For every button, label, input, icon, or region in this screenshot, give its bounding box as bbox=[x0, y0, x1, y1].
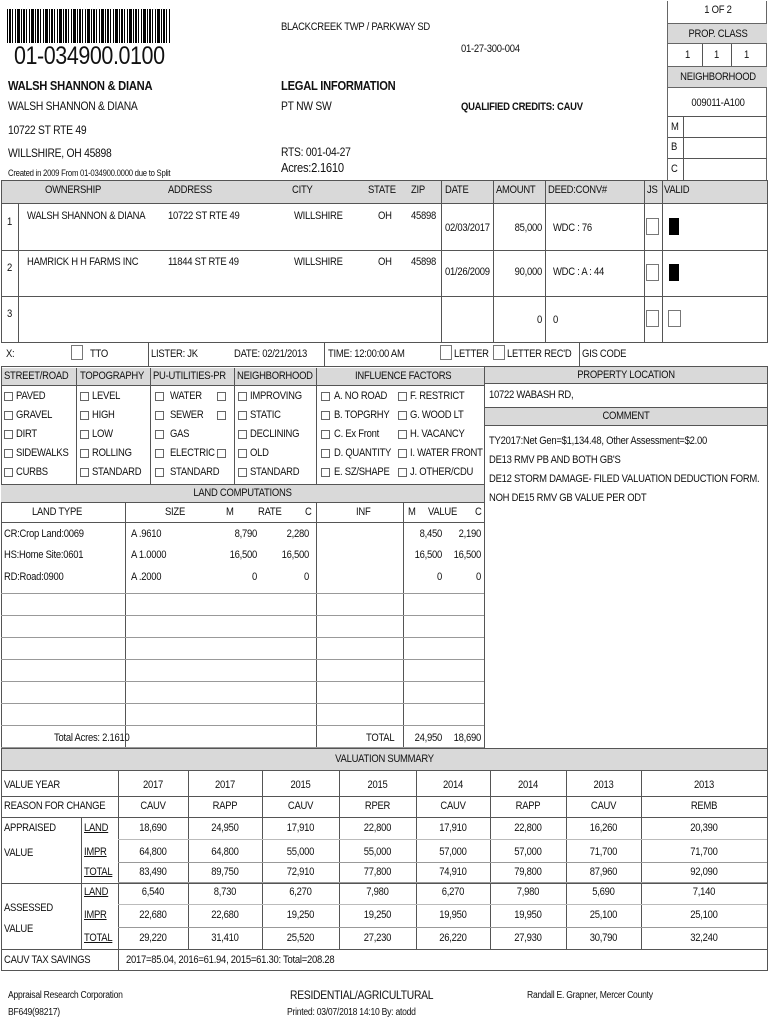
row-deed: WDC : A : 44 bbox=[553, 266, 605, 278]
topography-checkbox[interactable] bbox=[80, 449, 89, 458]
appraised-land-value: 24,950 bbox=[211, 822, 239, 834]
land-size: A 1.0000 bbox=[131, 549, 167, 561]
footer-auditor: Randall E. Grapner, Mercer County bbox=[527, 990, 653, 1001]
land-size: A .2000 bbox=[131, 571, 162, 583]
row-state: OH bbox=[378, 256, 392, 268]
appraised-land-value: 17,910 bbox=[439, 822, 467, 834]
owner-city: WILLSHIRE, OH 45898 bbox=[8, 146, 112, 160]
utility-option: GAS bbox=[170, 428, 190, 440]
influence-option: B. TOPGRHY bbox=[334, 409, 390, 421]
land-row-divider bbox=[1, 725, 484, 726]
topography-option: ROLLING bbox=[92, 447, 132, 459]
influence-checkbox[interactable] bbox=[321, 392, 330, 401]
row-city: WILLSHIRE bbox=[294, 210, 343, 222]
neighborhood-header: NEIGHBORHOOD bbox=[237, 370, 313, 382]
land-total-label: TOTAL bbox=[366, 732, 395, 744]
list-date: DATE: 02/21/2013 bbox=[234, 348, 308, 360]
row-amount: 90,000 bbox=[514, 266, 542, 278]
land-rate: 8,790 bbox=[234, 528, 257, 540]
appraised-total-value: 74,910 bbox=[439, 866, 467, 878]
prop-class-2: 1 bbox=[714, 49, 720, 61]
col-deed: DEED:CONV# bbox=[548, 184, 607, 196]
reason-for-change: RPER bbox=[364, 800, 391, 812]
acres: Acres:2.1610 bbox=[281, 160, 344, 175]
influence-checkbox[interactable] bbox=[398, 430, 407, 439]
valuation-col-divider bbox=[188, 771, 189, 949]
assessed-impr-value: 19,250 bbox=[286, 909, 315, 921]
street-road-checkbox[interactable] bbox=[4, 411, 13, 420]
comment-line: DE13 RMV PB AND BOTH GB'S bbox=[489, 454, 621, 466]
col-ownership: OWNERSHIP bbox=[45, 184, 102, 196]
letter-label: LETTER bbox=[454, 348, 489, 360]
assessed-impr-value: 19,950 bbox=[439, 909, 467, 921]
reason-for-change: CAUV bbox=[590, 800, 617, 812]
assessed-impr-value: 19,950 bbox=[514, 909, 542, 921]
influence-checkbox[interactable] bbox=[398, 392, 407, 401]
assessed-total-value: 27,930 bbox=[514, 932, 542, 944]
parcel-number: 01-034900.0100 bbox=[14, 42, 165, 70]
total-acres: Total Acres: 2.1610 bbox=[54, 732, 130, 744]
valuation-subrow-divider bbox=[118, 927, 767, 928]
row-label: TOTAL bbox=[84, 932, 113, 944]
appraised-impr-value: 57,000 bbox=[514, 846, 542, 858]
utility-option: ELECTRIC bbox=[170, 447, 215, 459]
assessed-total-value: 26,220 bbox=[439, 932, 467, 944]
appraised-land-value: 20,390 bbox=[690, 822, 718, 834]
appraised-land-value: 22,800 bbox=[363, 822, 392, 834]
js-checkbox[interactable] bbox=[646, 218, 659, 235]
influence-option: F. RESTRICT bbox=[410, 390, 465, 402]
valuation-col-divider bbox=[118, 771, 119, 949]
value-year: 2013 bbox=[693, 779, 715, 791]
land-row-divider bbox=[1, 703, 484, 704]
row-zip: 45898 bbox=[411, 210, 437, 222]
street-road-checkbox[interactable] bbox=[4, 449, 13, 458]
influence-option: J. OTHER/CDU bbox=[410, 466, 474, 478]
assessed-land-value: 7,980 bbox=[516, 886, 540, 898]
row-date: 02/03/2017 bbox=[445, 222, 490, 234]
footer-printed: Printed: 03/07/2018 14:10 By: atodd bbox=[287, 1007, 416, 1018]
row-label: IMPR bbox=[84, 846, 107, 858]
col-amount: AMOUNT bbox=[496, 184, 536, 196]
owner-heading: WALSH SHANNON & DIANA bbox=[8, 78, 153, 93]
valuation-subrow-divider bbox=[118, 904, 767, 905]
assessed-impr-value: 22,680 bbox=[139, 909, 167, 921]
size-header: SIZE bbox=[165, 506, 185, 518]
street-road-checkbox[interactable] bbox=[4, 392, 13, 401]
reason-for-change: CAUV bbox=[140, 800, 166, 812]
neighborhood-checkbox[interactable] bbox=[238, 430, 247, 439]
street-road-option: CURBS bbox=[16, 466, 48, 478]
valuation-subrow-divider bbox=[118, 839, 767, 840]
list-time: TIME: 12:00:00 AM bbox=[328, 348, 405, 360]
col-state: STATE bbox=[368, 184, 396, 196]
row-label: LAND bbox=[84, 886, 109, 898]
comment-line: DE12 STORM DAMAGE- FILED VALUATION DEDUCTION FORM. bbox=[489, 473, 760, 485]
assessed-land-value: 6,270 bbox=[289, 886, 312, 898]
row-owner: WALSH SHANNON & DIANA bbox=[27, 210, 146, 222]
land-type: HS:Home Site:0601 bbox=[4, 549, 84, 561]
comment-line: NOH DE15 RMV GB VALUE PER ODT bbox=[489, 492, 647, 504]
land-type-header: LAND TYPE bbox=[32, 506, 83, 518]
row-label: TOTAL bbox=[84, 866, 113, 878]
land-value-c: 0 bbox=[475, 571, 481, 583]
row-owner: HAMRICK H H FARMS INC bbox=[27, 256, 139, 268]
land-rate-c: 0 bbox=[303, 571, 309, 583]
neighborhood-checkbox[interactable] bbox=[238, 392, 247, 401]
land-row-divider bbox=[1, 659, 484, 660]
topography-option: LEVEL bbox=[92, 390, 121, 402]
barcode bbox=[7, 9, 170, 43]
valid-checkbox[interactable] bbox=[669, 264, 679, 281]
assessed-land-value: 8,730 bbox=[213, 886, 237, 898]
appraised-land-value: 22,800 bbox=[514, 822, 542, 834]
utility-checkbox[interactable] bbox=[155, 468, 164, 477]
land-value: 8,450 bbox=[419, 528, 442, 540]
assessed-impr-value: 25,100 bbox=[690, 909, 718, 921]
influence-checkbox[interactable] bbox=[398, 468, 407, 477]
col-city: CITY bbox=[292, 184, 313, 196]
col-zip: ZIP bbox=[411, 184, 425, 196]
land-total-value: 24,950 bbox=[414, 732, 442, 744]
appraised-total-value: 72,910 bbox=[286, 866, 315, 878]
utility-checkbox[interactable] bbox=[155, 449, 164, 458]
street-road-header: STREET/ROAD bbox=[4, 370, 69, 382]
neighborhood-option: STANDARD bbox=[250, 466, 300, 478]
topography-checkbox[interactable] bbox=[80, 468, 89, 477]
js-checkbox[interactable] bbox=[646, 264, 659, 281]
land-type: CR:Crop Land:0069 bbox=[4, 528, 84, 540]
utilities-header: PU-UTILITIES-PR bbox=[153, 370, 226, 382]
neighborhood-option: OLD bbox=[250, 447, 269, 459]
assessed-total-value: 25,520 bbox=[286, 932, 315, 944]
m2-header: M bbox=[408, 506, 416, 518]
land-title: LAND COMPUTATIONS bbox=[193, 487, 292, 499]
appraised-impr-value: 64,800 bbox=[139, 846, 167, 858]
topography-checkbox[interactable] bbox=[80, 392, 89, 401]
street-road-option: SIDEWALKS bbox=[16, 447, 69, 459]
street-road-checkbox[interactable] bbox=[4, 430, 13, 439]
land-rate: 0 bbox=[251, 571, 257, 583]
qualified-credits: QUALIFIED CREDITS: CAUV bbox=[461, 101, 583, 113]
letter-c: C bbox=[671, 163, 678, 175]
valuation-col-divider bbox=[339, 771, 340, 949]
row-state: OH bbox=[378, 210, 392, 222]
land-row-divider bbox=[1, 637, 484, 638]
appraised-land-value: 16,260 bbox=[589, 822, 618, 834]
assessed-total-value: 27,230 bbox=[363, 932, 392, 944]
rate-header: RATE bbox=[258, 506, 282, 518]
value-year: 2017 bbox=[142, 779, 164, 791]
assessed-label: ASSESSED bbox=[4, 902, 53, 914]
c2-header: C bbox=[475, 506, 482, 518]
neighborhood-checkbox[interactable] bbox=[238, 449, 247, 458]
appraised-total-value: 87,960 bbox=[589, 866, 618, 878]
influence-option: H. VACANCY bbox=[410, 428, 465, 440]
assessed-land-value: 6,540 bbox=[141, 886, 165, 898]
valid-checkbox[interactable] bbox=[669, 218, 679, 235]
topography-checkbox[interactable] bbox=[80, 430, 89, 439]
influence-option: G. WOOD LT bbox=[410, 409, 464, 421]
tto-label: TTO bbox=[90, 348, 108, 360]
utility-extra-checkbox[interactable] bbox=[217, 411, 226, 420]
influence-checkbox[interactable] bbox=[321, 468, 330, 477]
comment-line: TY2017:Net Gen=$1,134.48, Other Assessment=$2.00 bbox=[489, 435, 707, 447]
utility-checkbox[interactable] bbox=[155, 430, 164, 439]
row-number: 2 bbox=[7, 262, 13, 274]
neighborhood-option: DECLINING bbox=[250, 428, 300, 440]
influence-checkbox[interactable] bbox=[321, 430, 330, 439]
appraised-impr-value: 71,700 bbox=[589, 846, 618, 858]
letter-b: B bbox=[671, 141, 678, 153]
topography-option: STANDARD bbox=[92, 466, 142, 478]
value-year: 2014 bbox=[517, 779, 539, 791]
utility-extra-checkbox[interactable] bbox=[217, 449, 226, 458]
appraised-impr-value: 71,700 bbox=[690, 846, 718, 858]
land-value-c: 16,500 bbox=[453, 549, 481, 561]
neighborhood-option: STATIC bbox=[250, 409, 281, 421]
land-total-value2: 18,690 bbox=[453, 732, 481, 744]
lister: LISTER: JK bbox=[151, 348, 198, 360]
influence-option: E. SZ/SHAPE bbox=[334, 466, 390, 478]
assessed-impr-value: 25,100 bbox=[589, 909, 618, 921]
row-label: IMPR bbox=[84, 909, 107, 921]
valuation-col-divider bbox=[641, 771, 642, 949]
reason-for-change: RAPP bbox=[212, 800, 238, 812]
footer-form: BF649(98217) bbox=[8, 1007, 60, 1018]
m-header: M bbox=[226, 506, 234, 518]
appraised-total-value: 79,800 bbox=[514, 866, 542, 878]
land-row-divider bbox=[1, 593, 484, 594]
comment-label: COMMENT bbox=[602, 410, 650, 422]
js-checkbox[interactable] bbox=[646, 310, 659, 327]
valuation-col-divider bbox=[416, 771, 417, 949]
appraised-land-value: 17,910 bbox=[286, 822, 315, 834]
prop-class-label: PROP. CLASS bbox=[688, 28, 748, 40]
appraised-label-2: VALUE bbox=[4, 847, 34, 859]
utility-checkbox[interactable] bbox=[155, 411, 164, 420]
gis-code-label: GIS CODE bbox=[582, 348, 627, 360]
appraised-impr-value: 64,800 bbox=[211, 846, 239, 858]
land-size: A .9610 bbox=[131, 528, 162, 540]
neighborhood-label: NEIGHBORHOOD bbox=[680, 71, 756, 83]
assessed-land-value: 7,980 bbox=[366, 886, 389, 898]
topography-option: LOW bbox=[92, 428, 113, 440]
owner-address: 10722 ST RTE 49 bbox=[8, 123, 87, 137]
land-value-c: 2,190 bbox=[458, 528, 481, 540]
land-type: RD:Road:0900 bbox=[4, 571, 64, 583]
c-header: C bbox=[305, 506, 312, 518]
street-road-checkbox[interactable] bbox=[4, 468, 13, 477]
street-road-option: PAVED bbox=[16, 390, 46, 402]
legal-title: LEGAL INFORMATION bbox=[281, 78, 396, 93]
col-js: JS bbox=[647, 184, 658, 196]
land-rate-c: 2,280 bbox=[286, 528, 309, 540]
valuation-row-divider bbox=[1, 817, 768, 818]
appraised-impr-value: 57,000 bbox=[439, 846, 467, 858]
appraised-total-value: 77,800 bbox=[363, 866, 392, 878]
rts: RTS: 001-04-27 bbox=[281, 145, 351, 159]
appraised-total-value: 89,750 bbox=[211, 866, 239, 878]
assessed-impr-value: 22,680 bbox=[211, 909, 239, 921]
property-location-label: PROPERTY LOCATION bbox=[577, 369, 675, 381]
reason-for-change: RAPP bbox=[515, 800, 541, 812]
valuation-subrow-divider bbox=[118, 862, 767, 863]
page-indicator: 1 OF 2 bbox=[704, 4, 732, 16]
appraised-total-value: 83,490 bbox=[139, 866, 167, 878]
assessed-label-2: VALUE bbox=[4, 923, 34, 935]
land-row-divider bbox=[1, 681, 484, 682]
row-zip: 45898 bbox=[411, 256, 437, 268]
street-road-option: DIRT bbox=[16, 428, 37, 440]
appraised-total-value: 92,090 bbox=[690, 866, 718, 878]
influence-checkbox[interactable] bbox=[321, 411, 330, 420]
row-deed: WDC : 76 bbox=[553, 222, 592, 234]
assessed-land-value: 6,270 bbox=[441, 886, 465, 898]
route-number: 01-27-300-004 bbox=[461, 43, 520, 55]
value-year: 2014 bbox=[442, 779, 464, 791]
topography-checkbox[interactable] bbox=[80, 411, 89, 420]
influence-checkbox[interactable] bbox=[321, 449, 330, 458]
letter-recd-label: LETTER REC'D bbox=[507, 348, 572, 360]
utility-option: STANDARD bbox=[170, 466, 220, 478]
col-date: DATE bbox=[445, 184, 469, 196]
footer-company: Appraisal Research Corporation bbox=[8, 990, 123, 1001]
land-rate-c: 16,500 bbox=[281, 549, 309, 561]
row-label: LAND bbox=[84, 822, 109, 834]
utility-extra-checkbox[interactable] bbox=[217, 392, 226, 401]
neighborhood-checkbox[interactable] bbox=[238, 411, 247, 420]
created-note: Created in 2009 From 01-034900.0000 due to Split bbox=[8, 168, 171, 178]
assessed-total-value: 31,410 bbox=[211, 932, 239, 944]
assessed-land-value: 5,690 bbox=[592, 886, 615, 898]
appraised-label: APPRAISED bbox=[4, 822, 56, 834]
street-road-option: GRAVEL bbox=[16, 409, 53, 421]
prop-class-1: 1 bbox=[685, 49, 691, 61]
value-year-label: VALUE YEAR bbox=[4, 779, 60, 791]
value-year: 2017 bbox=[214, 779, 236, 791]
influence-header: INFLUENCE FACTORS bbox=[355, 370, 452, 382]
footer-type: RESIDENTIAL/AGRICULTURAL bbox=[290, 988, 434, 1002]
topography-header: TOPOGRAPHY bbox=[80, 370, 145, 382]
valuation-title: VALUATION SUMMARY bbox=[335, 753, 434, 765]
row-address: 10722 ST RTE 49 bbox=[168, 210, 240, 222]
cauv-label: CAUV TAX SAVINGS bbox=[4, 954, 91, 966]
inf-header: INF bbox=[356, 506, 371, 518]
x-label: X: bbox=[6, 348, 15, 360]
land-row-divider bbox=[1, 615, 484, 616]
letter-m: M bbox=[671, 121, 679, 133]
neighborhood-checkbox[interactable] bbox=[238, 468, 247, 477]
assessed-total-value: 32,240 bbox=[690, 932, 718, 944]
assessed-total-value: 29,220 bbox=[139, 932, 167, 944]
prop-class-3: 1 bbox=[744, 49, 750, 61]
land-value: 16,500 bbox=[414, 549, 442, 561]
land-value: 0 bbox=[436, 571, 442, 583]
assessed-impr-value: 19,250 bbox=[363, 909, 392, 921]
valuation-col-divider bbox=[490, 771, 491, 949]
tto-checkbox[interactable] bbox=[71, 345, 83, 360]
owner-name: WALSH SHANNON & DIANA bbox=[8, 99, 138, 113]
appraised-impr-value: 55,000 bbox=[286, 846, 315, 858]
row-amount: 85,000 bbox=[514, 222, 542, 234]
row-number: 3 bbox=[7, 308, 13, 320]
valuation-subrow-divider bbox=[118, 882, 767, 883]
property-address: 10722 WABASH RD, bbox=[489, 389, 574, 401]
influence-option: C. Ex Front bbox=[334, 428, 380, 440]
row-city: WILLSHIRE bbox=[294, 256, 343, 268]
row-address: 11844 ST RTE 49 bbox=[168, 256, 239, 268]
influence-option: A. NO ROAD bbox=[334, 390, 388, 402]
influence-checkbox[interactable] bbox=[398, 449, 407, 458]
district: BLACKCREEK TWP / PARKWAY SD bbox=[281, 21, 430, 33]
row-date: 01/26/2009 bbox=[445, 266, 490, 278]
value-year: 2015 bbox=[290, 779, 311, 791]
influence-checkbox[interactable] bbox=[398, 411, 407, 420]
legal-description: PT NW SW bbox=[281, 99, 332, 113]
reason-for-change: CAUV bbox=[287, 800, 314, 812]
valuation-row-divider bbox=[1, 883, 768, 884]
row-number: 1 bbox=[7, 216, 13, 228]
land-rate: 16,500 bbox=[229, 549, 257, 561]
valuation-col-divider bbox=[262, 771, 263, 949]
assessed-total-value: 30,790 bbox=[589, 932, 618, 944]
letter-recd-checkbox[interactable] bbox=[493, 345, 505, 360]
col-valid: VALID bbox=[664, 184, 690, 196]
valuation-col-divider bbox=[566, 771, 567, 949]
topography-option: HIGH bbox=[92, 409, 115, 421]
utility-option: WATER bbox=[170, 390, 202, 402]
appraised-land-value: 18,690 bbox=[139, 822, 167, 834]
reason-for-change: REMB bbox=[690, 800, 718, 812]
cauv-text: 2017=85.04, 2016=61.94, 2015=61.30: Total=208.28 bbox=[126, 954, 335, 966]
value-header: VALUE bbox=[428, 506, 458, 518]
neighborhood-code: 009011-A100 bbox=[691, 97, 745, 109]
valid-checkbox[interactable] bbox=[668, 310, 681, 327]
letter-checkbox[interactable] bbox=[440, 345, 452, 360]
reason-label: REASON FOR CHANGE bbox=[4, 800, 106, 812]
value-year: 2013 bbox=[593, 779, 614, 791]
header-right-box bbox=[667, 1, 767, 180]
influence-option: I. WATER FRONT bbox=[410, 447, 483, 459]
valuation-row-divider bbox=[1, 796, 768, 797]
appraised-impr-value: 55,000 bbox=[363, 846, 392, 858]
value-year: 2015 bbox=[367, 779, 388, 791]
row-amount: 0 bbox=[536, 314, 542, 326]
influence-option: D. QUANTITY bbox=[334, 447, 392, 459]
assessed-land-value: 7,140 bbox=[692, 886, 716, 898]
row-deed: 0 bbox=[553, 314, 559, 326]
utility-checkbox[interactable] bbox=[155, 392, 164, 401]
reason-for-change: CAUV bbox=[440, 800, 466, 812]
col-address: ADDRESS bbox=[168, 184, 212, 196]
utility-option: SEWER bbox=[170, 409, 204, 421]
neighborhood-option: IMPROVING bbox=[250, 390, 302, 402]
